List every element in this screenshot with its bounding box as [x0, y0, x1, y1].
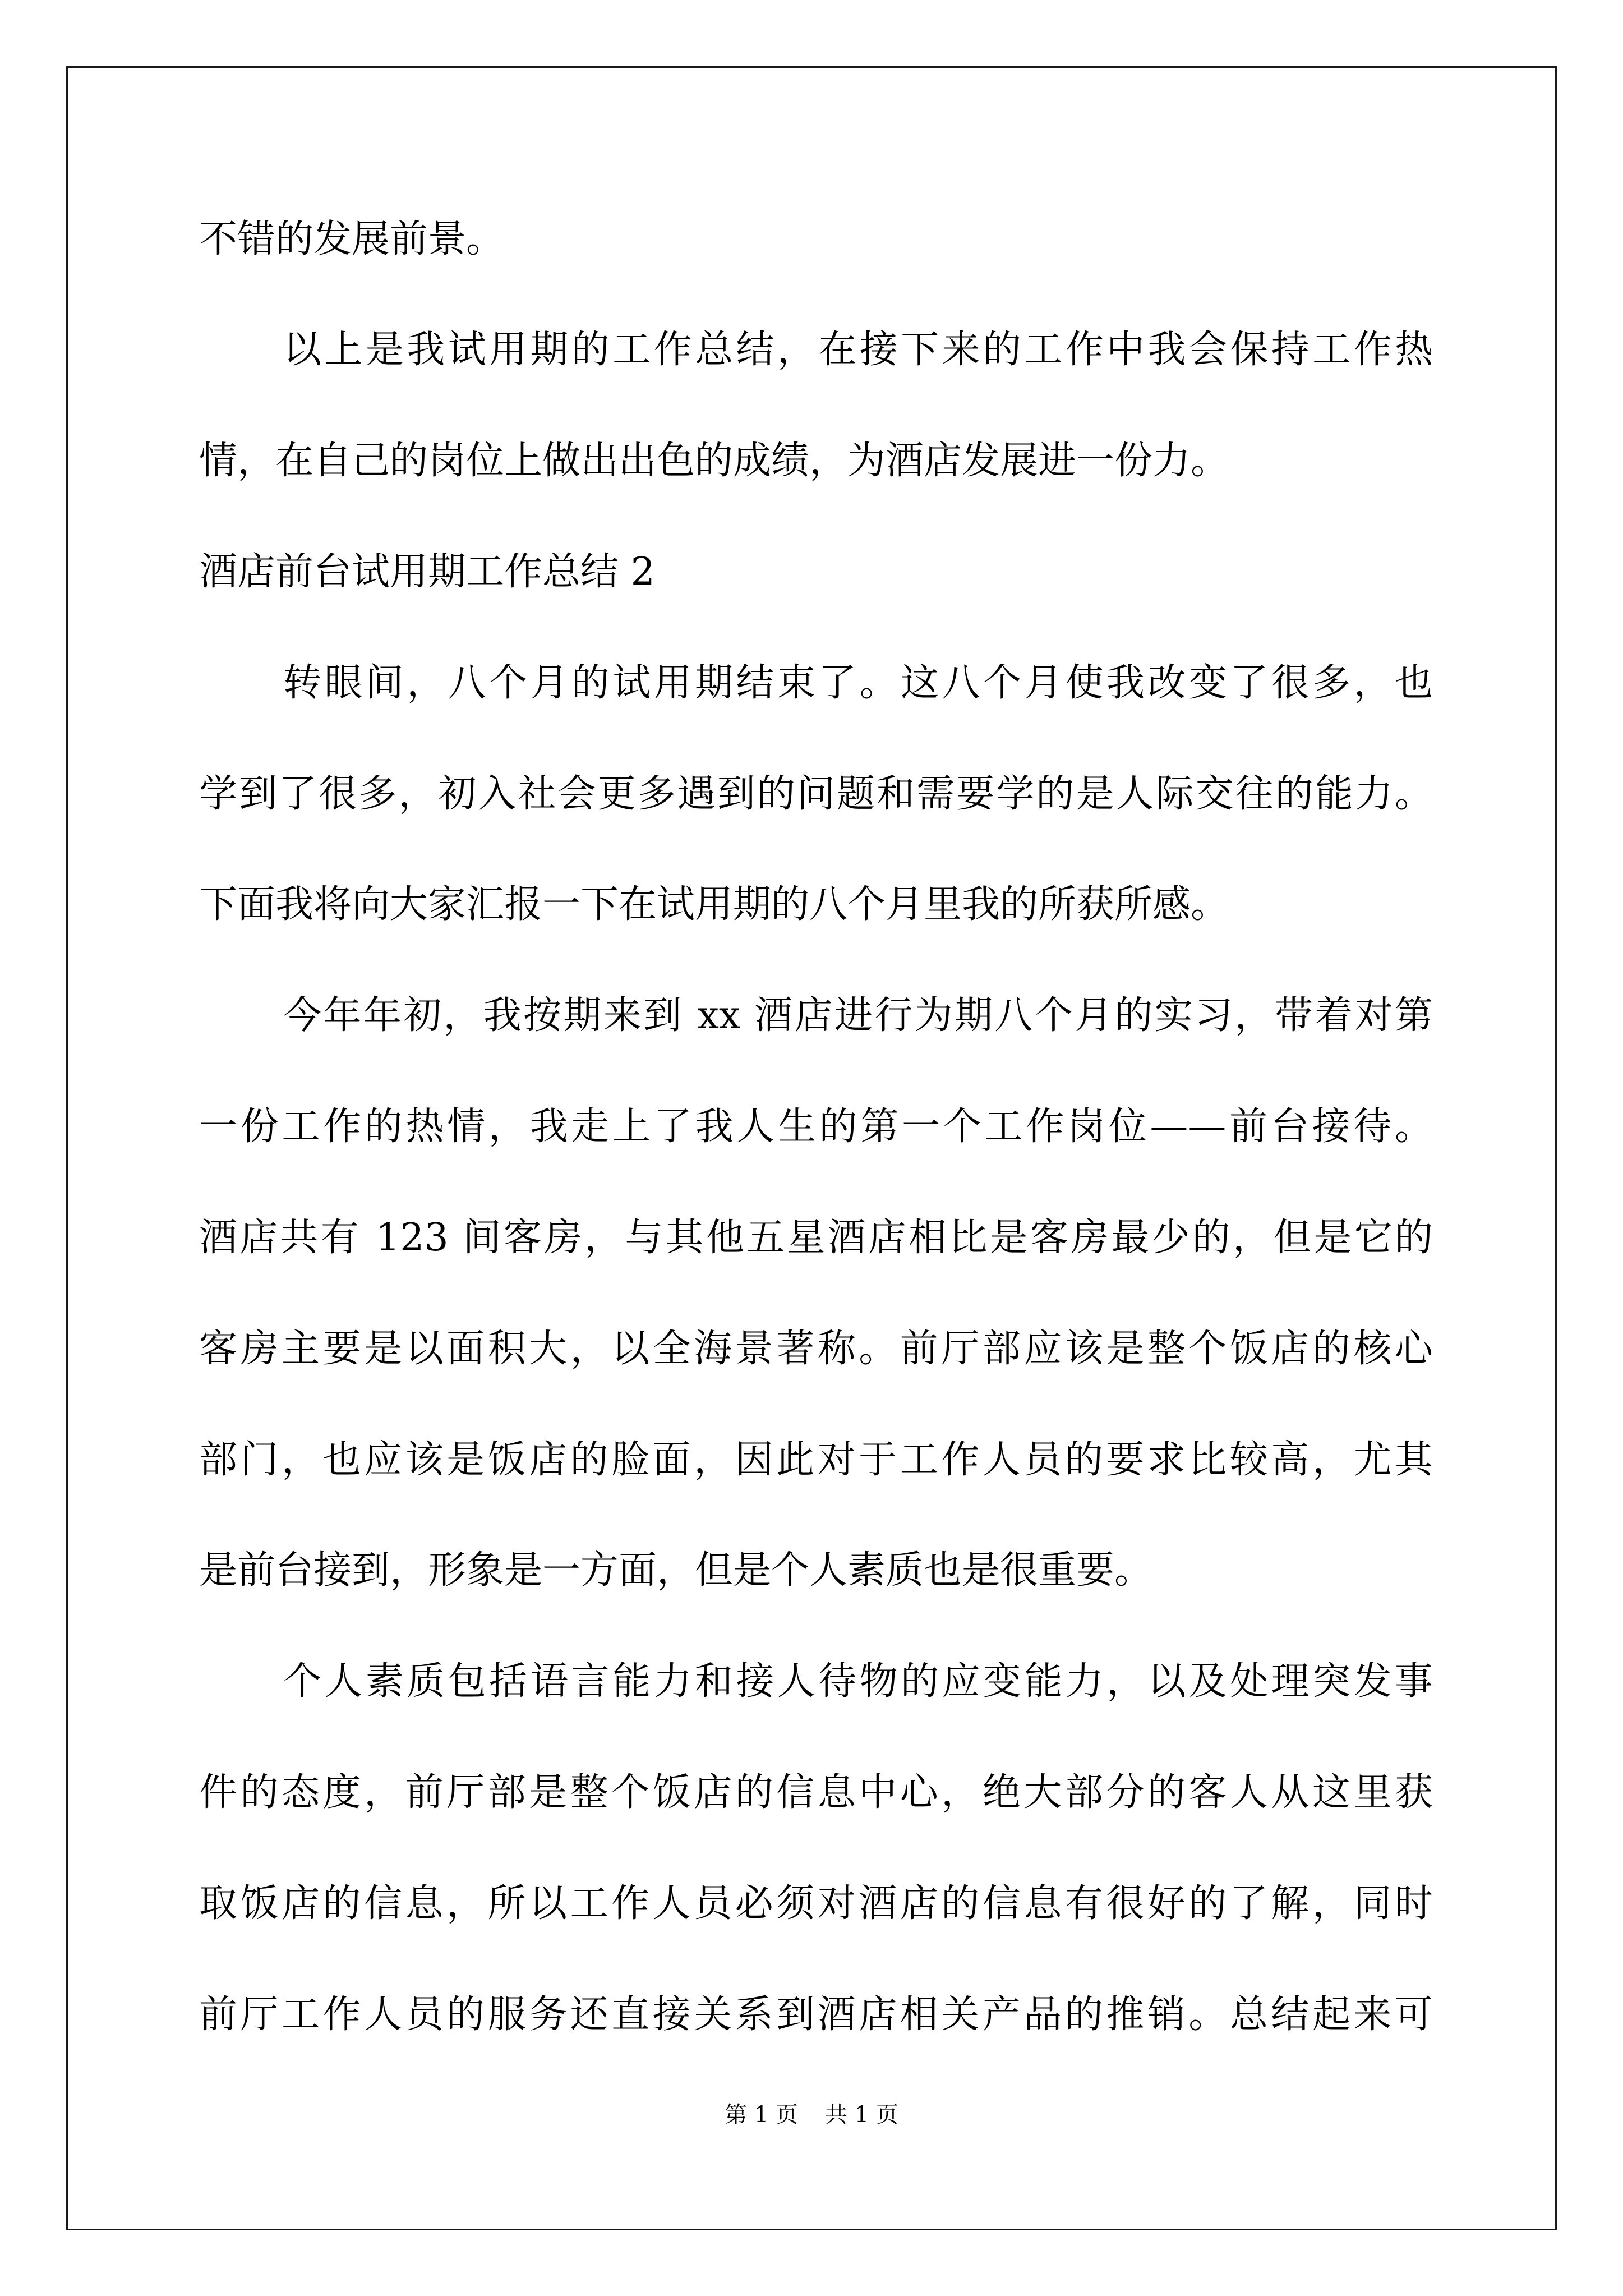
- page-footer: [0, 2098, 1623, 2132]
- text-line: 一份工作的热情，我走上了我人生的第一个工作岗位——前台接待。: [199, 1105, 1433, 1149]
- text-line: 学到了很多，初入社会更多遇到的问题和需要学的是人际交往的能力。: [199, 772, 1433, 816]
- text-line: 不错的发展前景。: [199, 217, 505, 261]
- text-line: 酒店共有 123 间客房，与其他五星酒店相比是客房最少的，但是它的: [199, 1216, 1433, 1260]
- text-line: 下面我将向大家汇报一下在试用期的八个月里我的所获所感。: [199, 882, 1229, 927]
- paragraph-start-line: 以上是我试用期的工作总结，在接下来的工作中我会保持工作热: [283, 328, 1433, 372]
- section-heading: 酒店前台试用期工作总结 2: [199, 550, 655, 594]
- paragraph-start-line: 今年年初，我按期来到 xx 酒店进行为期八个月的实习，带着对第: [283, 993, 1433, 1038]
- text-line: 件的态度，前厅部是整个饭店的信息中心，绝大部分的客人从这里获: [199, 1770, 1433, 1815]
- text-line: 前厅工作人员的服务还直接关系到酒店相关产品的推销。总结起来可: [199, 1993, 1433, 2037]
- paragraph-start-line: 个人素质包括语言能力和接人待物的应变能力，以及处理突发事: [283, 1659, 1433, 1704]
- page-count: 共 1 页: [825, 2102, 898, 2128]
- paragraph-start-line: 转眼间，八个月的试用期结束了。这八个月使我改变了很多，也: [283, 661, 1433, 705]
- page-number: 第 1 页: [725, 2102, 798, 2128]
- text-line: 是前台接到，形象是一方面，但是个人素质也是很重要。: [199, 1548, 1153, 1593]
- text-line: 情，在自己的岗位上做出出色的成绩，为酒店发展进一份力。: [199, 439, 1229, 483]
- text-line: 客房主要是以面积大，以全海景著称。前厅部应该是整个饭店的核心: [199, 1327, 1433, 1371]
- text-line: 部门，也应该是饭店的脸面，因此对于工作人员的要求比较高，尤其: [199, 1438, 1433, 1482]
- text-line: 取饭店的信息，所以工作人员必须对酒店的信息有很好的了解，同时: [199, 1881, 1433, 1926]
